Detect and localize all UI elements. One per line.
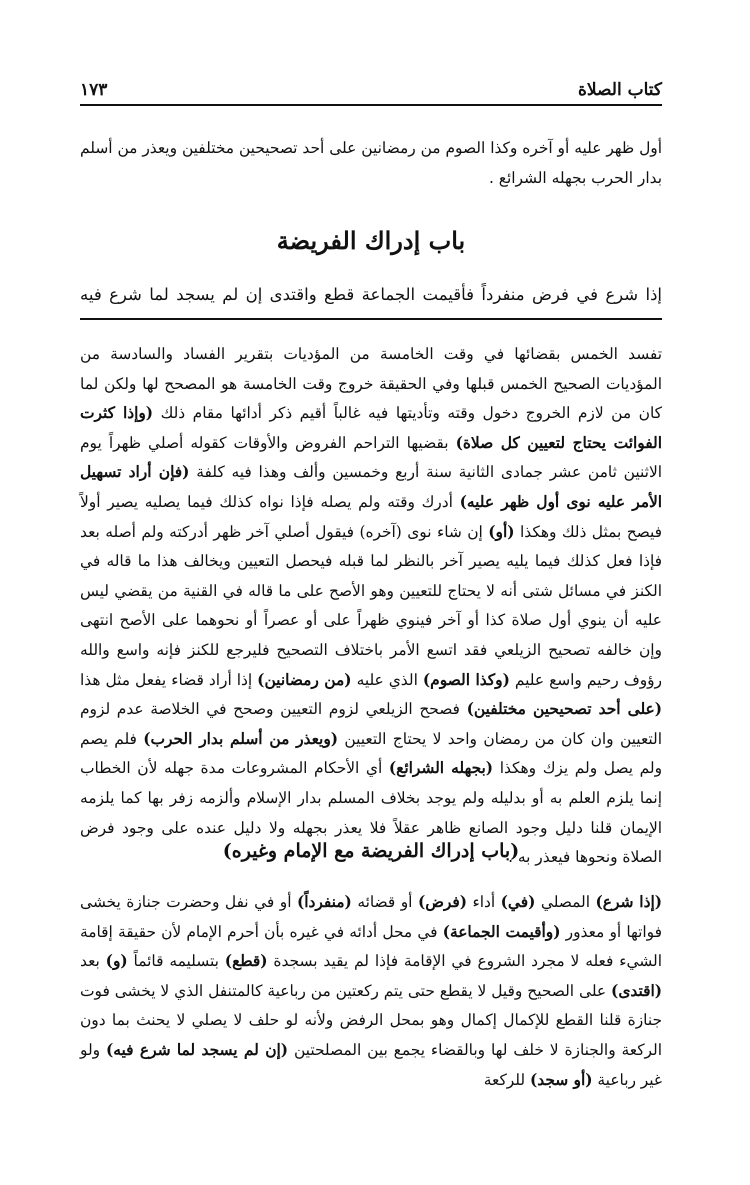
commentary-segment: للركعة	[483, 1070, 530, 1089]
chapter-title-2: (باب إدراك الفريضة مع الإمام وغيره)	[222, 840, 520, 862]
commentary-segment: ولو غير رباعية	[80, 1040, 662, 1089]
commentary-segment: تفسد الخمس بقضائها في وقت الخامسة من المؤديات بتقرير الفساد والسادسة من المؤديات الصحيح الخمس قبلها وفي الحقيقة خروج وقت الخامسة هو المصحح لها ولكن لما كان من لازم الخروج دخول وقته وتأديتها فيه غالباً أقيم ذكر أدائها مقام ذلك	[80, 345, 662, 423]
book-section-title: كتاب الصلاة	[577, 80, 662, 100]
commentary-segment: أداء	[466, 893, 501, 911]
header-rule	[80, 104, 662, 106]
commentary-segment: فصحح الزيلعي لزوم التعيين وصحح في الخلاصة عدم لزوم التعيين وان كان من رمضان واحد لا يحتاج التعيين	[80, 700, 662, 748]
commentary-segment-bold: (إذا شرع)	[595, 893, 662, 911]
commentary-segment: على الصحيح وقيل لا يقطع حتى يتم ركعتين من رباعية كالمتنفل الذي لا يخشى فوت جنازة قلنا القطع للإكمال إكمال وهو بمحل الرفض ولأنه لو حلف لا يصلي لا يحنث بما دون الركعة والجنازة لا خلف لها وبالقضاء يجمع بين المصلحتين	[80, 981, 662, 1059]
top-paragraph: أول ظهر عليه أو آخره وكذا الصوم من رمضانين على أحد تصحيحين مختلفين ويعذر من أسلم بدار الحرب بجهله الشرائع .	[80, 139, 662, 187]
commentary-segment: بتسليمه قائماً	[127, 952, 225, 971]
commentary-paragraph	[80, 340, 662, 873]
commentary-segment: فلم يصم ولم يصل ولم يزك وهكذا	[80, 729, 662, 778]
commentary-paragraph-2	[80, 888, 662, 1095]
commentary-segment: أو قضائه	[351, 893, 418, 911]
commentary-segment-bold: (في)	[500, 893, 536, 911]
commentary-segment: الذي عليه	[351, 670, 423, 689]
commentary-segment: أي الأحكام المشروعات مدة جهله لأن الخطاب إنما يلزم العلم به أو بدليله ولم يوجد بخلاف المسلم بدار الإسلام وألزمه زفر بها كما يلزمه الإيمان قلنا دليل وجود الصانع ظاهر عقلاً فلا يعذر بجهله ولا دليل عنده على وجود فرض الصلاة ونحوها فيعذر به .	[80, 759, 662, 867]
commentary-segment-bold: (وكذا الصوم)	[422, 670, 510, 689]
page-number: ١٧٣	[80, 80, 108, 100]
commentary-segment: المصلي	[535, 893, 596, 911]
commentary-segment-bold: (فرض)	[417, 893, 467, 911]
commentary-segment-bold: (وإذا كثرت الفوائت يحتاج لتعيين كل صلاة)	[80, 404, 663, 452]
commentary-segment-bold: (ويعذر من أسلم بدار الحرب)	[143, 729, 339, 748]
commentary-segment: إن شاء نوى (آخره) فيقول أصلي آخر ظهر أدركته ولم أصله بعد فإذا فعل كذلك فيما يليه يصير آخر بالنظر لما قبله فيحصل التعيين ويخالف هذا ما قاله في الكنز في مسائل شتى أنه لا يحتاج للتعيين وهو الأصح على ما قاله في القنية من يقضي ليس عليه أن ينوي أول صلاة كذا أو آخر فينوي ظهراً على أو عصراً أو نحوهما على الأصح انتهى وإن خالفه تصحيح الزيلعي فقد اتسع الأمر باختلاف التصحيح فليرجع للكنز فإنه واسع والله رؤوف رحيم واسع عليم	[80, 522, 662, 689]
commentary-segment-bold: (قطع)	[224, 952, 268, 971]
commentary-segment: أو في نفل وحضرت جنازة يخشى فواتها أو معذور	[80, 893, 662, 941]
matn-text: إذا شرع في فرض منفرداً فأقيمت الجماعة قطع واقتدى إن لم يسجد لما شرع فيه	[80, 285, 662, 304]
book-page	[80, 0, 662, 1185]
commentary-segment-bold: (أو سجد)	[529, 1070, 593, 1089]
commentary-segment-bold: (فإن أراد تسهيل الأمر عليه نوى أول ظهر عليه)	[80, 463, 663, 511]
commentary-segment-bold: (منفرداً)	[296, 893, 352, 911]
commentary-segment-bold: (اقتدى)	[611, 981, 662, 1000]
commentary-segment: بقضيها التراحم الفروض والأوقات كقوله أصلي ظهراً يوم الاثنين ثامن عشر جمادى الثانية سنة أربع وخمسين وألف وهذا فيه كلفة	[80, 433, 662, 482]
commentary-segment-bold: (أو)	[488, 522, 515, 541]
commentary-segment-bold: (من رمضانين)	[257, 670, 352, 689]
running-head	[80, 72, 662, 100]
matn-rule	[80, 318, 662, 320]
commentary-segment-bold: (بجهله الشرائع)	[388, 759, 494, 778]
commentary-segment-bold: (وأقيمت الجماعة)	[442, 922, 561, 941]
commentary-segment: إذا أراد قضاء يفعل مثل هذا	[80, 670, 258, 689]
commentary-segment: في محل أدائه في غيره بأن أحرم الإمام لأن حقيقة إقامة الشيء فعله لا مجرد الشروع في الإقامة فإذا لم يقيد بسجدة	[80, 922, 662, 971]
commentary-segment: أدرك وقته ولم يصله فإذا نواه كذلك فيما يصليه يصير أولاً فيصح بمثل ذلك وهكذا	[80, 492, 662, 541]
commentary-segment-bold: (إن لم يسجد لما شرع فيه)	[105, 1040, 289, 1059]
commentary-segment: بعد	[80, 952, 106, 971]
chapter-title: باب إدراك الفريضة	[276, 226, 466, 255]
commentary-segment-bold: (على أحد تصحيحين مختلفين)	[466, 700, 663, 719]
commentary-segment-bold: (و)	[105, 952, 128, 971]
